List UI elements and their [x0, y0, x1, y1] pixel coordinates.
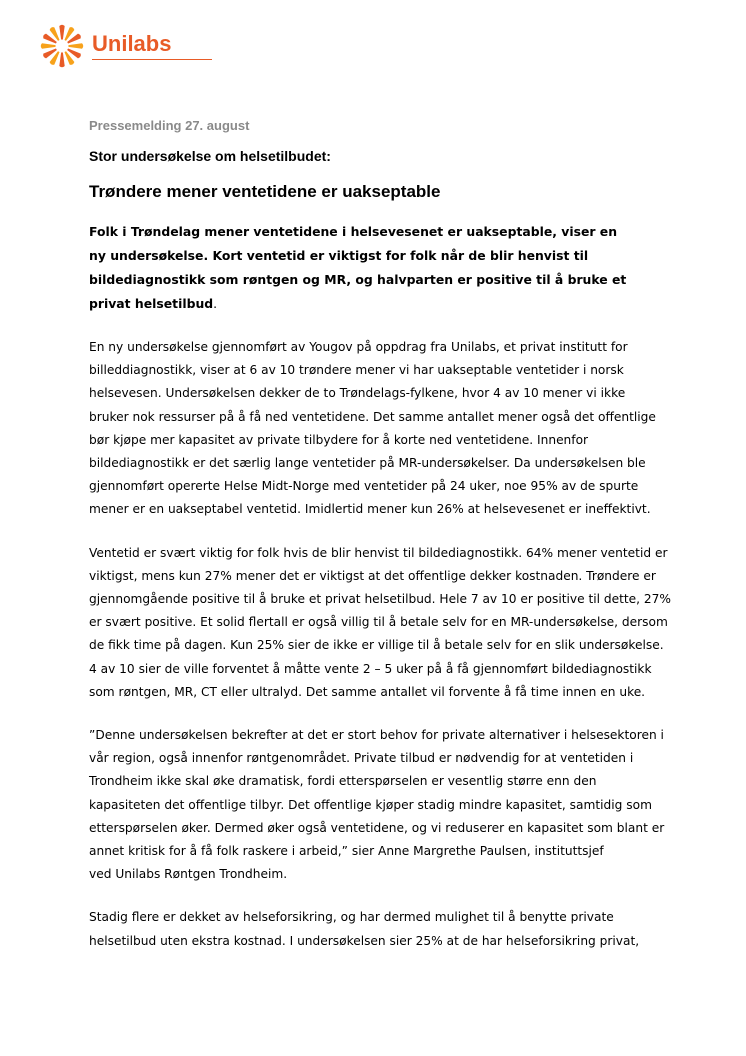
paragraph-line: som røntgen, MR, CT eller ultralyd. Det samme antallet vil forvente å få time innen en uke.	[89, 684, 646, 699]
body-paragraph	[89, 542, 699, 704]
page-title: Trøndere mener ventetidene er uakseptable	[89, 182, 441, 201]
body-paragraph	[89, 724, 699, 886]
press-release	[89, 118, 699, 953]
body-paragraph	[89, 906, 699, 952]
paragraph-line: gjennomgående positive til å bruke et privat helsetilbud. Hele 7 av 10 er positive til dette, 27%	[89, 592, 672, 607]
paragraph-line: ”Denne undersøkelsen bekrefter at det er stort behov for private alternativer i helsesektoren i	[89, 728, 664, 743]
paragraph-line: kapasiteten det offentlige tilbyr. Det offentlige kjøper stadig mindre kapasitet, samtidig som	[89, 797, 652, 812]
lead-line-end: .	[213, 296, 218, 311]
paragraph-line: bør kjøpe mer kapasitet av private tilbydere for å korte ned ventetidene. Innenfor	[89, 432, 589, 447]
paragraph-line: bildediagnostikk er det særlig lange ventetider på MR-undersøkelser. Da undersøkelsen ble	[89, 456, 646, 471]
body-text	[89, 336, 699, 953]
paragraph-line: ved Unilabs Røntgen Trondheim.	[89, 867, 288, 882]
subheading: Stor undersøkelse om helsetilbudet:	[89, 148, 331, 164]
logo-wordmark: Unilabs	[92, 31, 172, 56]
paragraph-line: helsevesen. Undersøkelsen dekker de to Trøndelags-fylkene, hvor 4 av 10 mener vi ikke	[89, 386, 626, 401]
paragraph-line: er svært positive. Et solid flertall er også villig til å betale selv for en MR-undersøkelse, dersom	[89, 615, 668, 630]
paragraph-line: 4 av 10 sier de ville forventet å måtte vente 2 – 5 uker på å få gjennomført bildediagnostikk	[89, 661, 652, 676]
paragraph-line: Stadig flere er dekket av helseforsikring, og har dermed mulighet til å benytte private	[89, 910, 614, 925]
lead-line: Folk i Trøndelag mener ventetidene i helsevesenet er uakseptable, viser en	[89, 224, 618, 239]
press-release-date: Pressemelding 27. august	[89, 118, 250, 133]
paragraph-line: Ventetid er svært viktig for folk hvis de blir henvist til bildediagnostikk. 64% mener ventetid er	[89, 545, 668, 560]
paragraph-line: de fikk time på dagen. Kun 25% sier de ikke er villige til å betale selv for en slik undersøkelse.	[89, 638, 664, 653]
lead-line-bold: privat helsetilbud	[89, 296, 214, 311]
sunburst-icon	[38, 22, 86, 70]
paragraph-line: annet kritisk for å få folk raskere i arbeid,” sier Anne Margrethe Paulsen, instituttsjef	[89, 844, 604, 859]
paragraph-line: En ny undersøkelse gjennomført av Yougov på oppdrag fra Unilabs, et privat institutt for	[89, 340, 628, 354]
paragraph-line: viktigst, mens kun 27% mener det er viktigst at det offentlige dekker kostnaden. Trøndere er	[89, 568, 656, 583]
lead-line: bildediagnostikk som røntgen og MR, og halvparten er positive til å bruke et	[89, 272, 627, 287]
paragraph-line: gjennomført opererte Helse Midt-Norge med ventetider på 24 uker, noe 95% av de spurte	[89, 479, 639, 494]
paragraph-line: bruker nok ressurser på å få ned ventetidene. Det samme antallet mener også det offentlige	[89, 409, 656, 424]
paragraph-line: vår region, også innenfor røntgenområdet. Private tilbud er nødvendig for at ventetiden i	[89, 751, 634, 766]
paragraph-line: etterspørselen øker. Dermed øker også ventetidene, og vi reduserer en kapasitet som blant er	[89, 820, 665, 835]
lead-paragraph	[89, 220, 699, 316]
body-paragraph	[89, 336, 699, 522]
paragraph-line: mener er en uakseptabel ventetid. Imidlertid mener kun 26% at helsevesenet er ineffektivt.	[89, 502, 651, 517]
paragraph-line: helsetilbud uten ekstra kostnad. I undersøkelsen sier 25% at de har helseforsikring privat,	[89, 933, 640, 948]
paragraph-line: billeddiagnostikk, viser at 6 av 10 trøndere mener vi har uakseptable ventetider i norsk	[89, 363, 624, 378]
paragraph-line: Trondheim ikke skal øke dramatisk, fordi etterspørselen er vesentlig større enn den	[89, 774, 597, 789]
logo-underline	[92, 59, 212, 60]
unilabs-logo	[38, 22, 214, 68]
lead-line	[89, 292, 699, 316]
lead-line: ny undersøkelse. Kort ventetid er viktigst for folk når de blir henvist til	[89, 248, 589, 263]
